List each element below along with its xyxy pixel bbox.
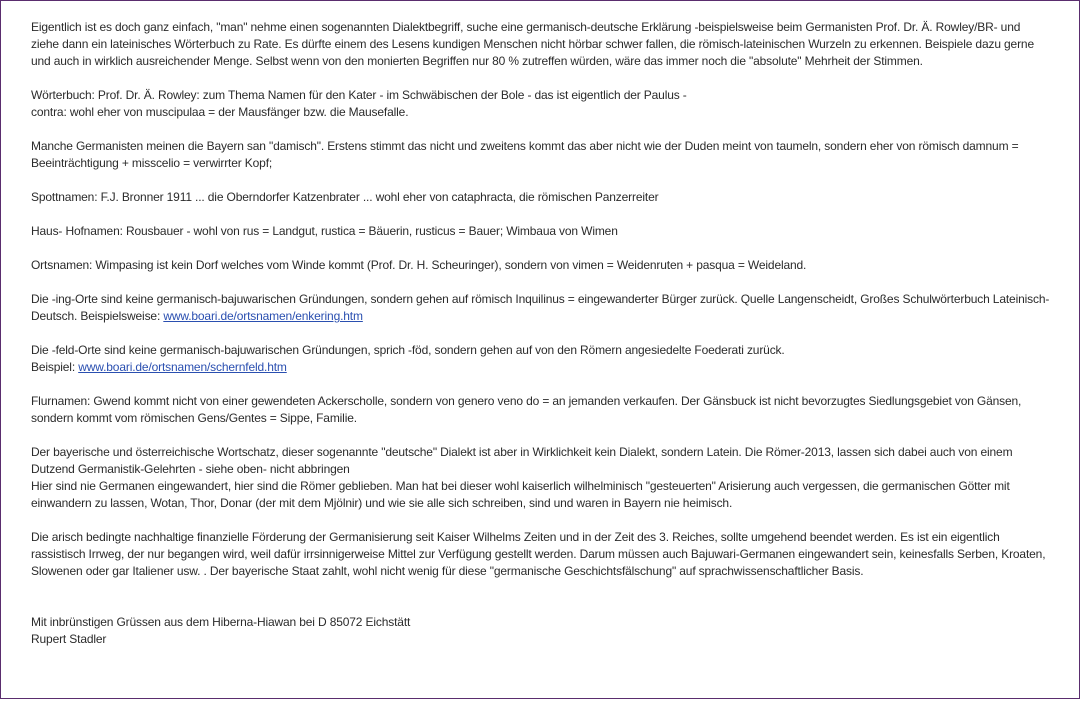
paragraph-ortsnamen: Ortsnamen: Wimpasing ist kein Dorf welches vom Winde kommt (Prof. Dr. H. Scheuringer), sondern von vimen = Weidenruten + pasqua = Weideland. — [31, 258, 807, 272]
paragraph-ing-orte: Die -ing-Orte sind keine germanisch-bajuwarischen Gründungen, sondern gehen auf römisch Inquilinus = eingewanderter Bürger zurück. Quelle Langenscheidt, Großes Schulwörterbuch Lateinisch-Deutsch. Beispielsweise: www.boari.de/ortsnamen/enkering.htm — [31, 292, 1050, 323]
closing-signature: Mit inbrünstigen Grüssen aus dem Hiberna-Hiawan bei D 85072 Eichstätt Rupert Stadler — [31, 615, 411, 646]
paragraph-wortschatz: Der bayerische und österreichische Wortschatz, dieser sogenannte "deutsche" Dialekt ist aber in Wirklichkeit kein Dialekt, sondern Latein. Die Römer-2013, lassen sich dabei auch von einem Dutzend Germanistik-Gelehrten - siehe oben- nicht abbringen Hier sind nie Germanen eingewandert, hier sind die Römer geblieben. Man hat bei dieser wohl kaiserlich wilhelminisch "gesteuerten" Arisierung auch vergessen, die germanischen Götter mit einwandern zu lassen, Wotan, Thor, Donar (der mit dem Mjölnir) und wie sie alle sich schreiben, sind und waren in Bayern nie heimisch. — [31, 445, 1013, 510]
paragraph-feld-orte: Die -feld-Orte sind keine germanisch-bajuwarischen Gründungen, sprich -föd, sondern gehen auf von den Römern angesiedelte Foederati zurück. Beispiel: www.boari.de/ortsnamen/schernfeld.htm — [31, 343, 785, 374]
paragraph-woerterbuch: Wörterbuch: Prof. Dr. Ä. Rowley: zum Thema Namen für den Kater - im Schwäbischen der Bole - das ist eigentlich der Paulus - contra: wohl eher von muscipulaa = der Mausfänger bzw. die Mausefalle. — [31, 88, 687, 119]
paragraph-foerderung: Die arisch bedingte nachhaltige finanzielle Förderung der Germanisierung seit Kaiser Wilhelms Zeiten und in der Zeit des 3. Reiches, sollte umgehend beendet werden. Es ist ein eigentlich rassistisch Irrweg, der nur begangen wird, weil dafür irrsinnigerweise Mittel zur Verfügung gestellt werden. Darum müssen auch Bajuwari-Germanen eingewandert sein, keinesfalls Serben, Kroaten, Slowenen oder gar Italiener usw. . Der bayerische Staat zahlt, wohl nicht wenig für diese "germanische Geschichtsfälschung" auf sprachwissenschaftlicher Basis. — [31, 530, 1046, 578]
enkering-link[interactable]: www.boari.de/ortsnamen/enkering.htm — [163, 309, 363, 323]
schernfeld-link[interactable]: www.boari.de/ortsnamen/schernfeld.htm — [78, 360, 287, 374]
paragraph-hofnamen: Haus- Hofnamen: Rousbauer - wohl von rus = Landgut, rustica = Bäuerin, rusticus = Bauer; Wimbaua von Wimen — [31, 224, 618, 238]
comment-body — [31, 19, 1051, 648]
paragraph-intro: Eigentlich ist es doch ganz einfach, "man" nehme einen sogenannten Dialektbegriff, suche eine germanisch-deutsche Erklärung -beispielsweise beim Germanisten Prof. Dr. Ä. Rowley/BR- und ziehe dann ein lateinisches Wörterbuch zu Rate. Es dürfte einem des Lesens kundigen Menschen nicht hörbar schwer fallen, die römisch-lateinischen Wurzeln zu erkennen. Beispiele dazu gerne und auch in wirklich ausreichender Menge. Selbst wenn von den monierten Begriffen nur 80 % zutreffen würden, wäre das immer noch die "absolute" Mehrheit der Stimmen. — [31, 20, 1034, 68]
paragraph-flurnamen: Flurnamen: Gwend kommt nicht von einer gewendeten Ackerscholle, sondern von genero veno do = an jemanden verkaufen. Der Gänsbuck ist nicht bevorzugtes Siedlungsgebiet von Gänsen, sondern kommt vom römischen Gens/Gentes = Sippe, Familie. — [31, 394, 1022, 425]
paragraph-spottnamen: Spottnamen: F.J. Bronner 1911 ... die Oberndorfer Katzenbrater ... wohl eher von cataphracta, die römischen Panzerreiter — [31, 190, 659, 204]
paragraph-damisch: Manche Germanisten meinen die Bayern san "damisch". Erstens stimmt das nicht und zweitens kommt das aber nicht wie der Duden meint von taumeln, sondern eher von römisch damnum = Beeinträchtigung + misscelio = verwirrter Kopf; — [31, 139, 1019, 170]
author-name: Rupert Stadler — [31, 632, 107, 646]
